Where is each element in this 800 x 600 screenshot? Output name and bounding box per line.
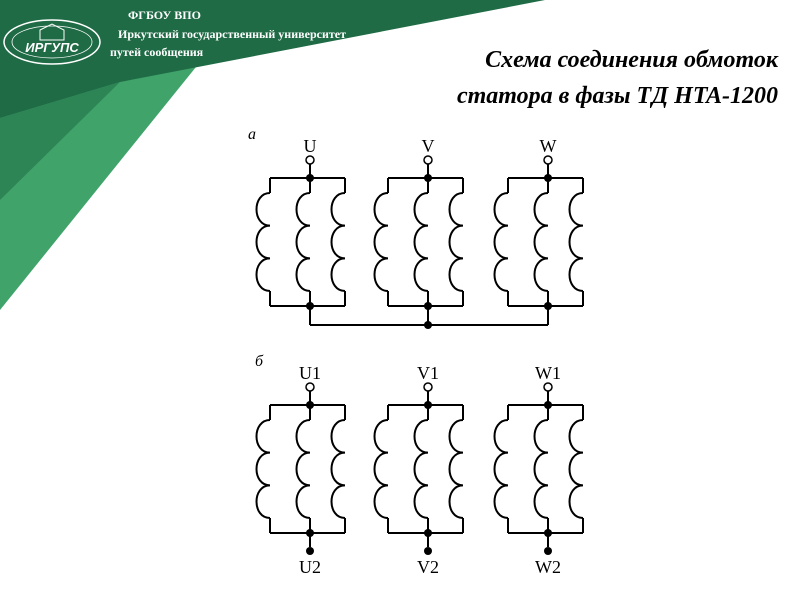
phase-b3-label: W1 bbox=[535, 363, 561, 383]
phase-b2-coil-2 bbox=[415, 420, 429, 518]
phase-b2-coil-3 bbox=[450, 420, 464, 518]
org-name-line-3: путей сообщения bbox=[110, 45, 204, 59]
title-line-1: Схема соединения обмоток bbox=[485, 47, 778, 73]
phase-b2-coil-1 bbox=[375, 420, 389, 518]
phase-b3-coil-1 bbox=[495, 420, 509, 518]
phase-a1-coil-3 bbox=[332, 193, 346, 291]
phase-b1-coil-2 bbox=[297, 420, 311, 518]
diagram-a-star-connection bbox=[257, 136, 584, 329]
diagram-b-separate-windings bbox=[257, 363, 584, 577]
phase-a2-label: V bbox=[421, 136, 435, 156]
phase-b3-coil-3 bbox=[570, 420, 584, 518]
phase-b2-end-terminal bbox=[424, 547, 432, 555]
phase-a2-terminal bbox=[424, 156, 432, 164]
phase-b2-end-label: V2 bbox=[417, 557, 439, 577]
phase-a3-coil-3 bbox=[570, 193, 584, 291]
phase-b1-coil-3 bbox=[332, 420, 346, 518]
phase-b3-coil-2 bbox=[535, 420, 549, 518]
org-name-line-2: Иркутский государственный университет bbox=[118, 27, 346, 41]
phase-a1-label: U bbox=[303, 136, 317, 156]
phase-b3-terminal bbox=[544, 383, 552, 391]
org-name-line-1: ФГБОУ ВПО bbox=[128, 8, 201, 22]
phase-b1-end-terminal bbox=[306, 547, 314, 555]
star-neutral-node bbox=[424, 321, 432, 329]
phase-a3-coil-1 bbox=[495, 193, 509, 291]
phase-b1-coil-1 bbox=[257, 420, 271, 518]
phase-b1-label: U1 bbox=[299, 363, 321, 383]
phase-a2-coil-3 bbox=[450, 193, 464, 291]
part-b-label: б bbox=[255, 353, 264, 370]
phase-a3-label: W bbox=[539, 136, 557, 156]
phase-b3-end-terminal bbox=[544, 547, 552, 555]
phase-b1-terminal bbox=[306, 383, 314, 391]
phase-a3-terminal bbox=[544, 156, 552, 164]
part-a-label: а bbox=[248, 126, 256, 143]
phase-b2-label: V1 bbox=[417, 363, 439, 383]
phase-b3-end-label: W2 bbox=[535, 557, 561, 577]
phase-b2-terminal bbox=[424, 383, 432, 391]
phase-a2-coil-1 bbox=[375, 193, 389, 291]
phase-a2-coil-2 bbox=[415, 193, 429, 291]
logo-text: ИРГУПС bbox=[25, 40, 79, 55]
phase-a3-coil-2 bbox=[535, 193, 549, 291]
phase-b1-end-label: U2 bbox=[299, 557, 321, 577]
phase-a1-coil-1 bbox=[257, 193, 271, 291]
title-line-2: статора в фазы ТД НТА-1200 bbox=[456, 83, 778, 109]
phase-a1-terminal bbox=[306, 156, 314, 164]
phase-a1-coil-2 bbox=[297, 193, 311, 291]
